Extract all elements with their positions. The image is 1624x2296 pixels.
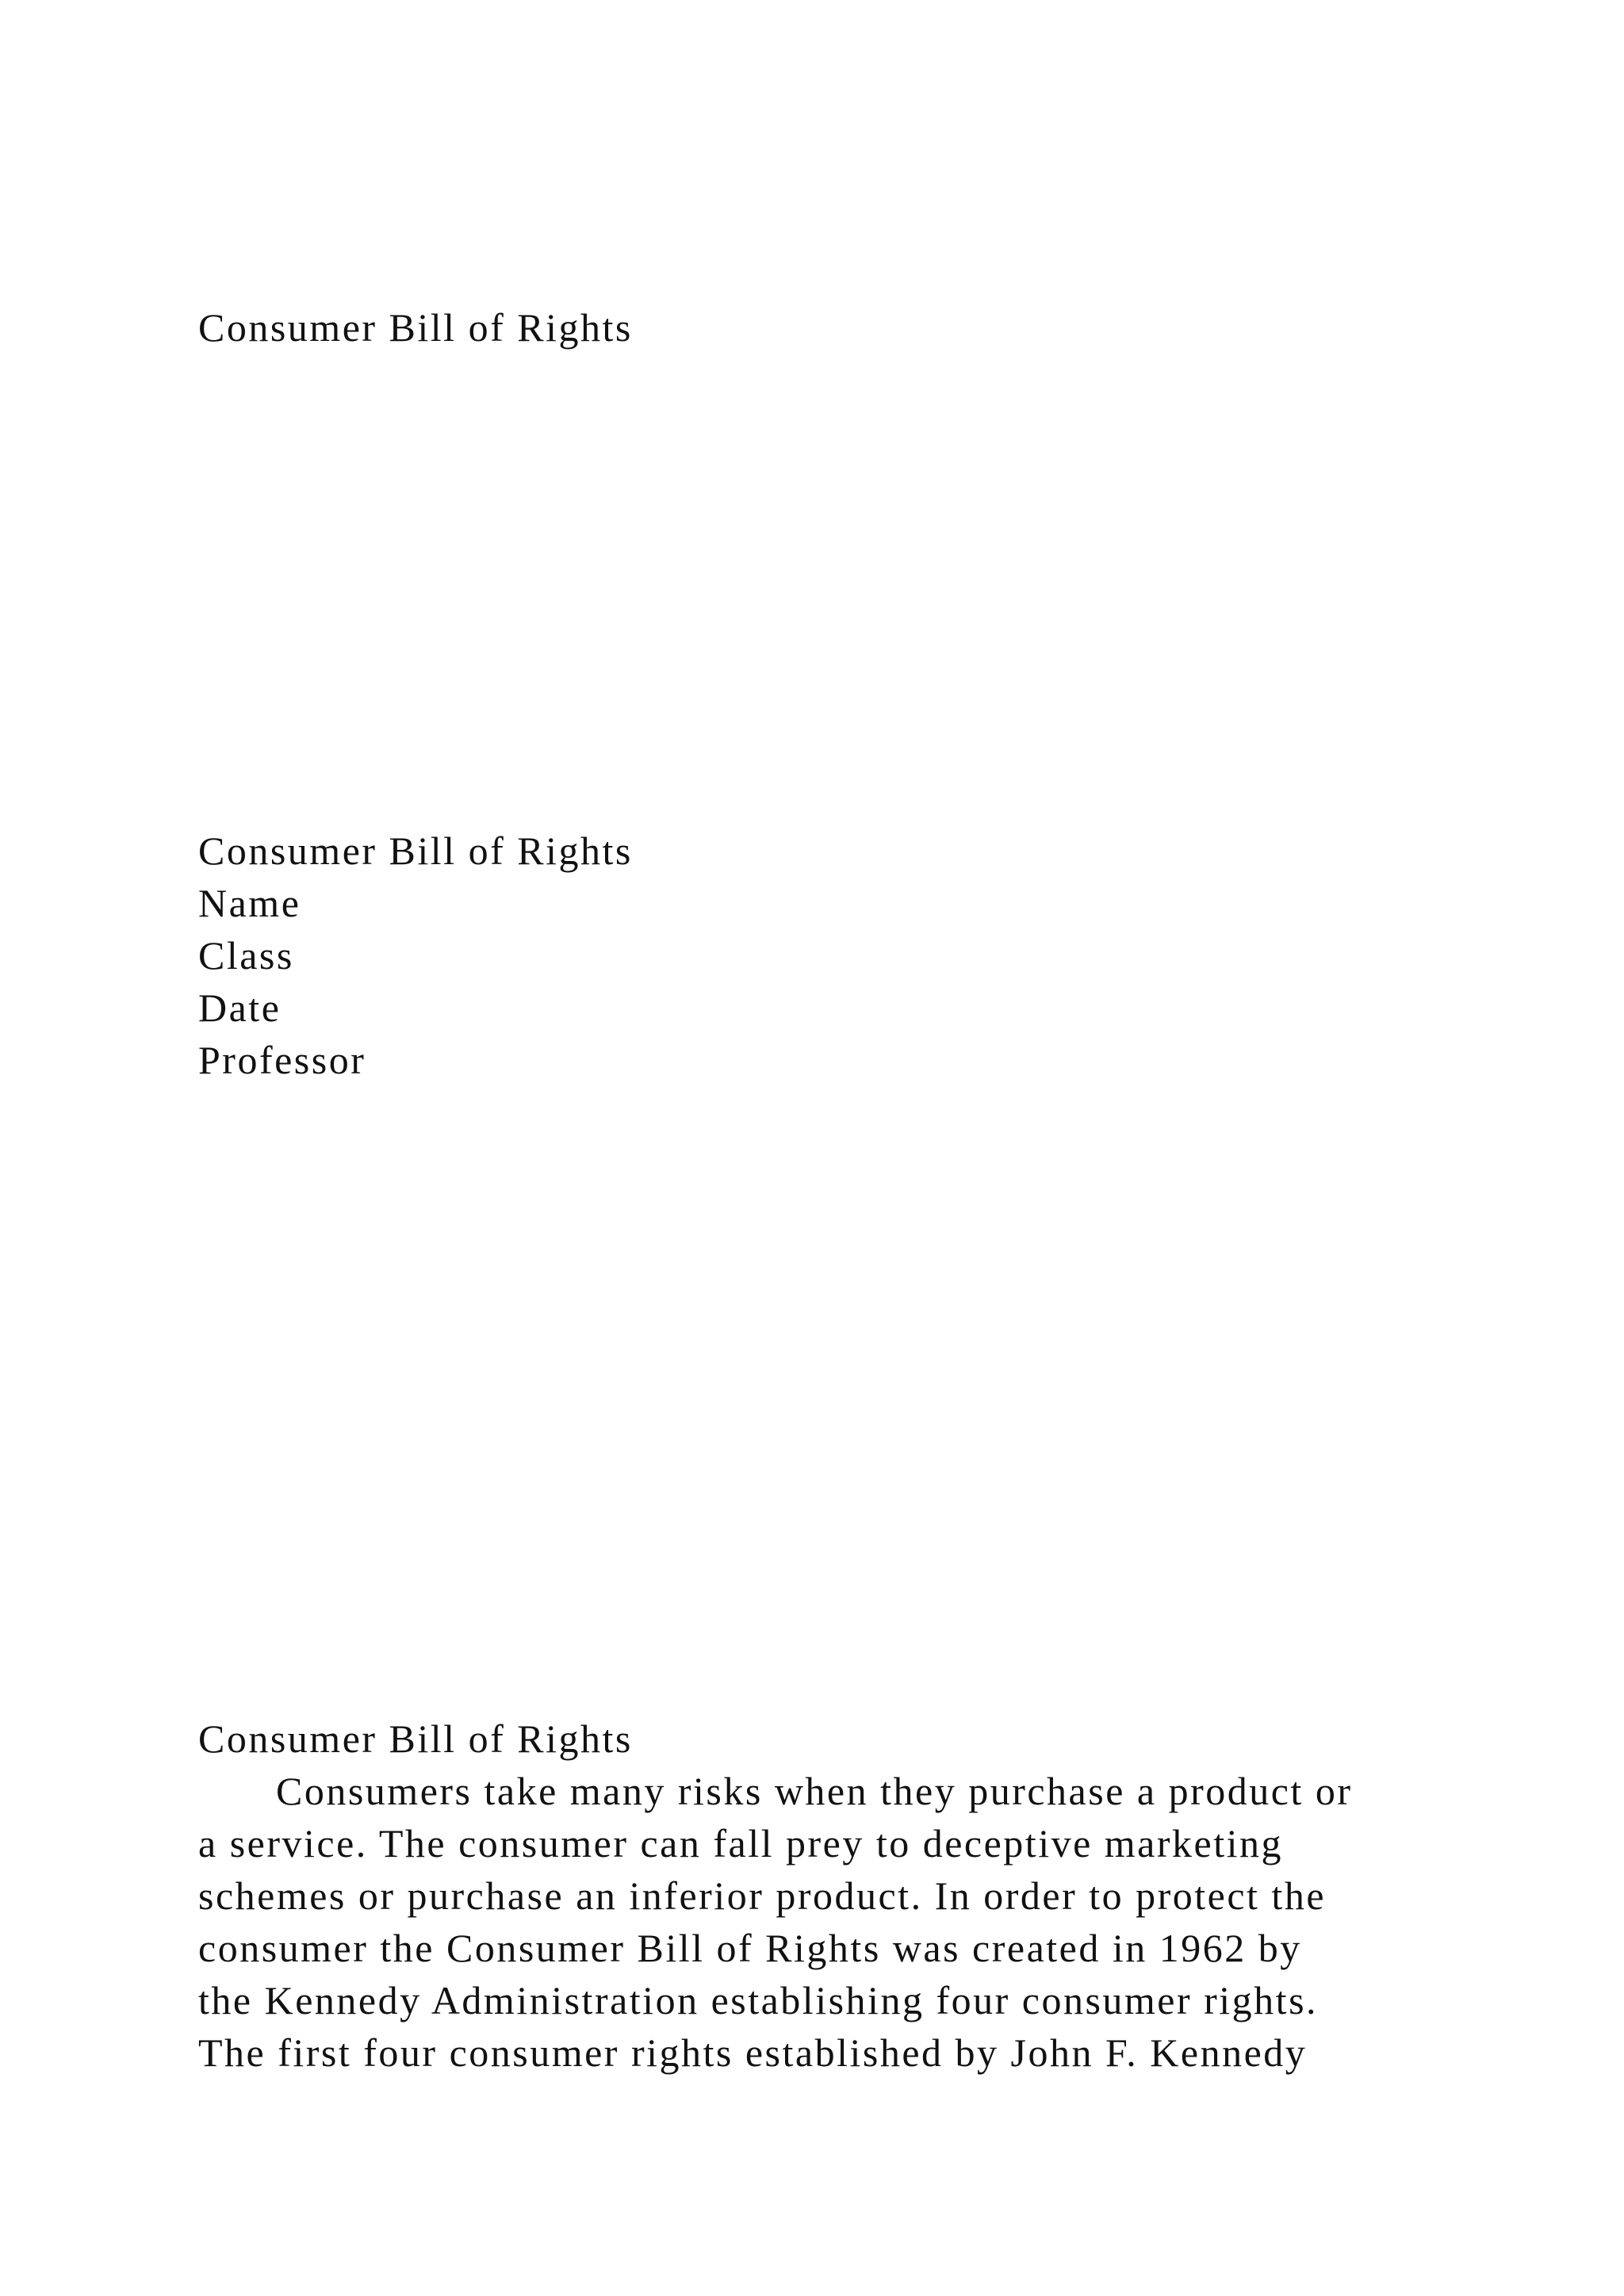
title-page-professor: Professor [198, 1038, 366, 1082]
body-paragraph-line: the Kennedy Administration establishing four consumer rights. [198, 1978, 1319, 2022]
body-paragraph-line: consumer the Consumer Bill of Rights was created in 1962 by [198, 1926, 1302, 1970]
body-paragraph-line: schemes or purchase an inferior product. In order to protect the [198, 1873, 1327, 1918]
body-paragraph-line: Consumers take many risks when they purchase a product or [276, 1769, 1353, 1813]
title-page-name: Name [198, 881, 301, 925]
running-header-title: Consumer Bill of Rights [198, 305, 633, 350]
title-page-title: Consumer Bill of Rights [198, 828, 633, 873]
title-page-class: Class [198, 933, 294, 978]
body-heading: Consumer Bill of Rights [198, 1716, 633, 1761]
title-page-date: Date [198, 985, 282, 1030]
body-paragraph-line: a service. The consumer can fall prey to deceptive marketing [198, 1821, 1283, 1866]
body-paragraph-line: The first four consumer rights established by John F. Kennedy [198, 2030, 1308, 2075]
